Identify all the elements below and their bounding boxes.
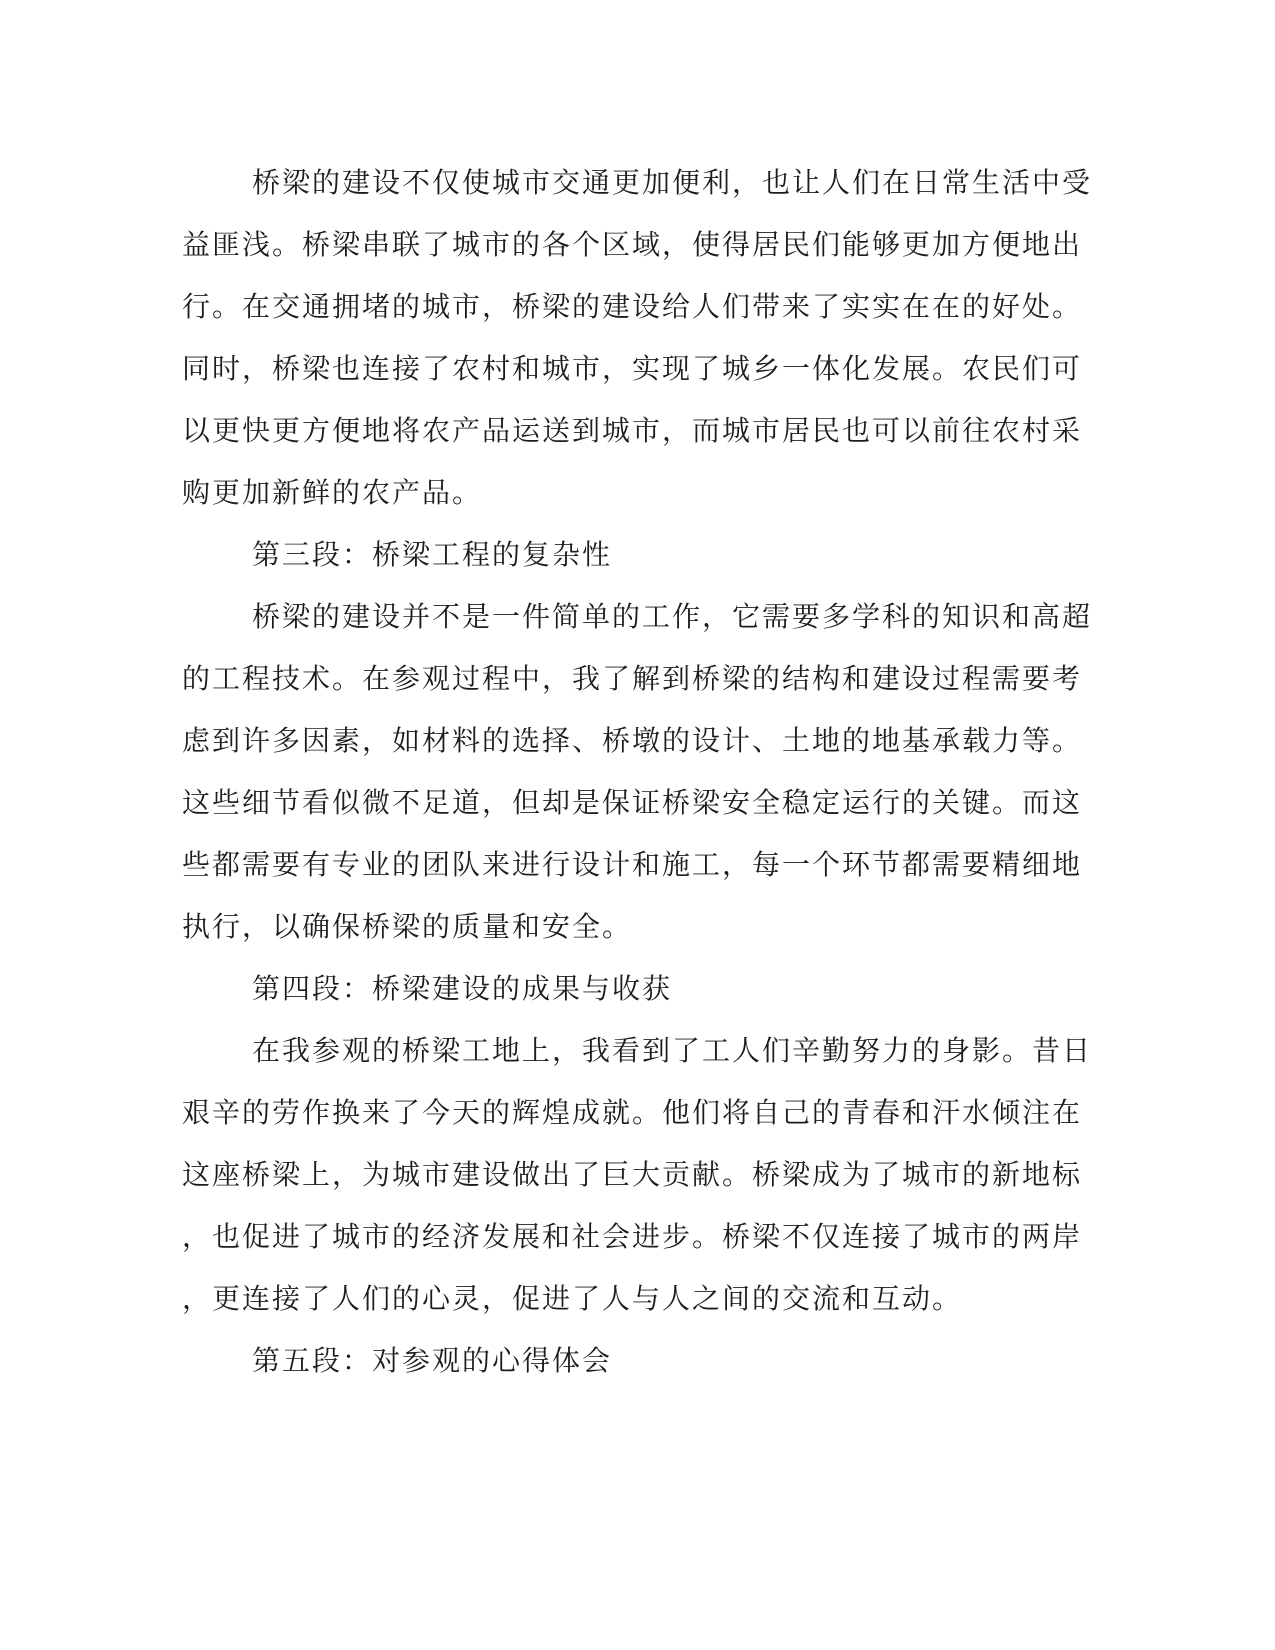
paragraph-line: 执行，以确保桥梁的质量和安全。: [182, 910, 633, 943]
paragraph-line: 行。在交通拥堵的城市，桥梁的建设给人们带来了实实在在的好处。: [182, 290, 1083, 323]
document-body: [182, 152, 1093, 1392]
paragraph-line: 些都需要有专业的团队来进行设计和施工，每一个环节都需要精细地: [182, 848, 1083, 881]
paragraph-line: 艰辛的劳作换来了今天的辉煌成就。他们将自己的青春和汗水倾注在: [182, 1096, 1083, 1129]
paragraph-line: ，也促进了城市的经济发展和社会进步。桥梁不仅连接了城市的两岸: [182, 1220, 1083, 1253]
paragraph-line: 这些细节看似微不足道，但却是保证桥梁安全稳定运行的关键。而这: [182, 786, 1083, 819]
paragraph-line: ，更连接了人们的心灵，促进了人与人之间的交流和互动。: [182, 1282, 963, 1315]
paragraph-line: 益匪浅。桥梁串联了城市的各个区域，使得居民们能够更加方便地出: [182, 228, 1083, 261]
paragraph-line: 同时，桥梁也连接了农村和城市，实现了城乡一体化发展。农民们可: [182, 352, 1083, 385]
paragraph-line: 以更快更方便地将农产品运送到城市，而城市居民也可以前往农村采: [182, 414, 1083, 447]
paragraph-line: 虑到许多因素，如材料的选择、桥墩的设计、土地的地基承载力等。: [182, 724, 1083, 757]
paragraph-line: 桥梁的建设不仅使城市交通更加便利，也让人们在日常生活中受: [252, 166, 1093, 199]
paragraph-line: 在我参观的桥梁工地上，我看到了工人们辛勤努力的身影。昔日: [252, 1034, 1093, 1067]
section-heading: 第四段：桥梁建设的成果与收获: [252, 972, 673, 1005]
section-heading: 第五段：对参观的心得体会: [252, 1344, 613, 1377]
paragraph-line: 桥梁的建设并不是一件简单的工作，它需要多学科的知识和高超: [252, 600, 1093, 633]
paragraph-line: 的工程技术。在参观过程中，我了解到桥梁的结构和建设过程需要考: [182, 662, 1083, 695]
paragraph-line: 购更加新鲜的农产品。: [182, 476, 483, 509]
section-heading: 第三段：桥梁工程的复杂性: [252, 538, 613, 571]
paragraph-line: 这座桥梁上，为城市建设做出了巨大贡献。桥梁成为了城市的新地标: [182, 1158, 1083, 1191]
